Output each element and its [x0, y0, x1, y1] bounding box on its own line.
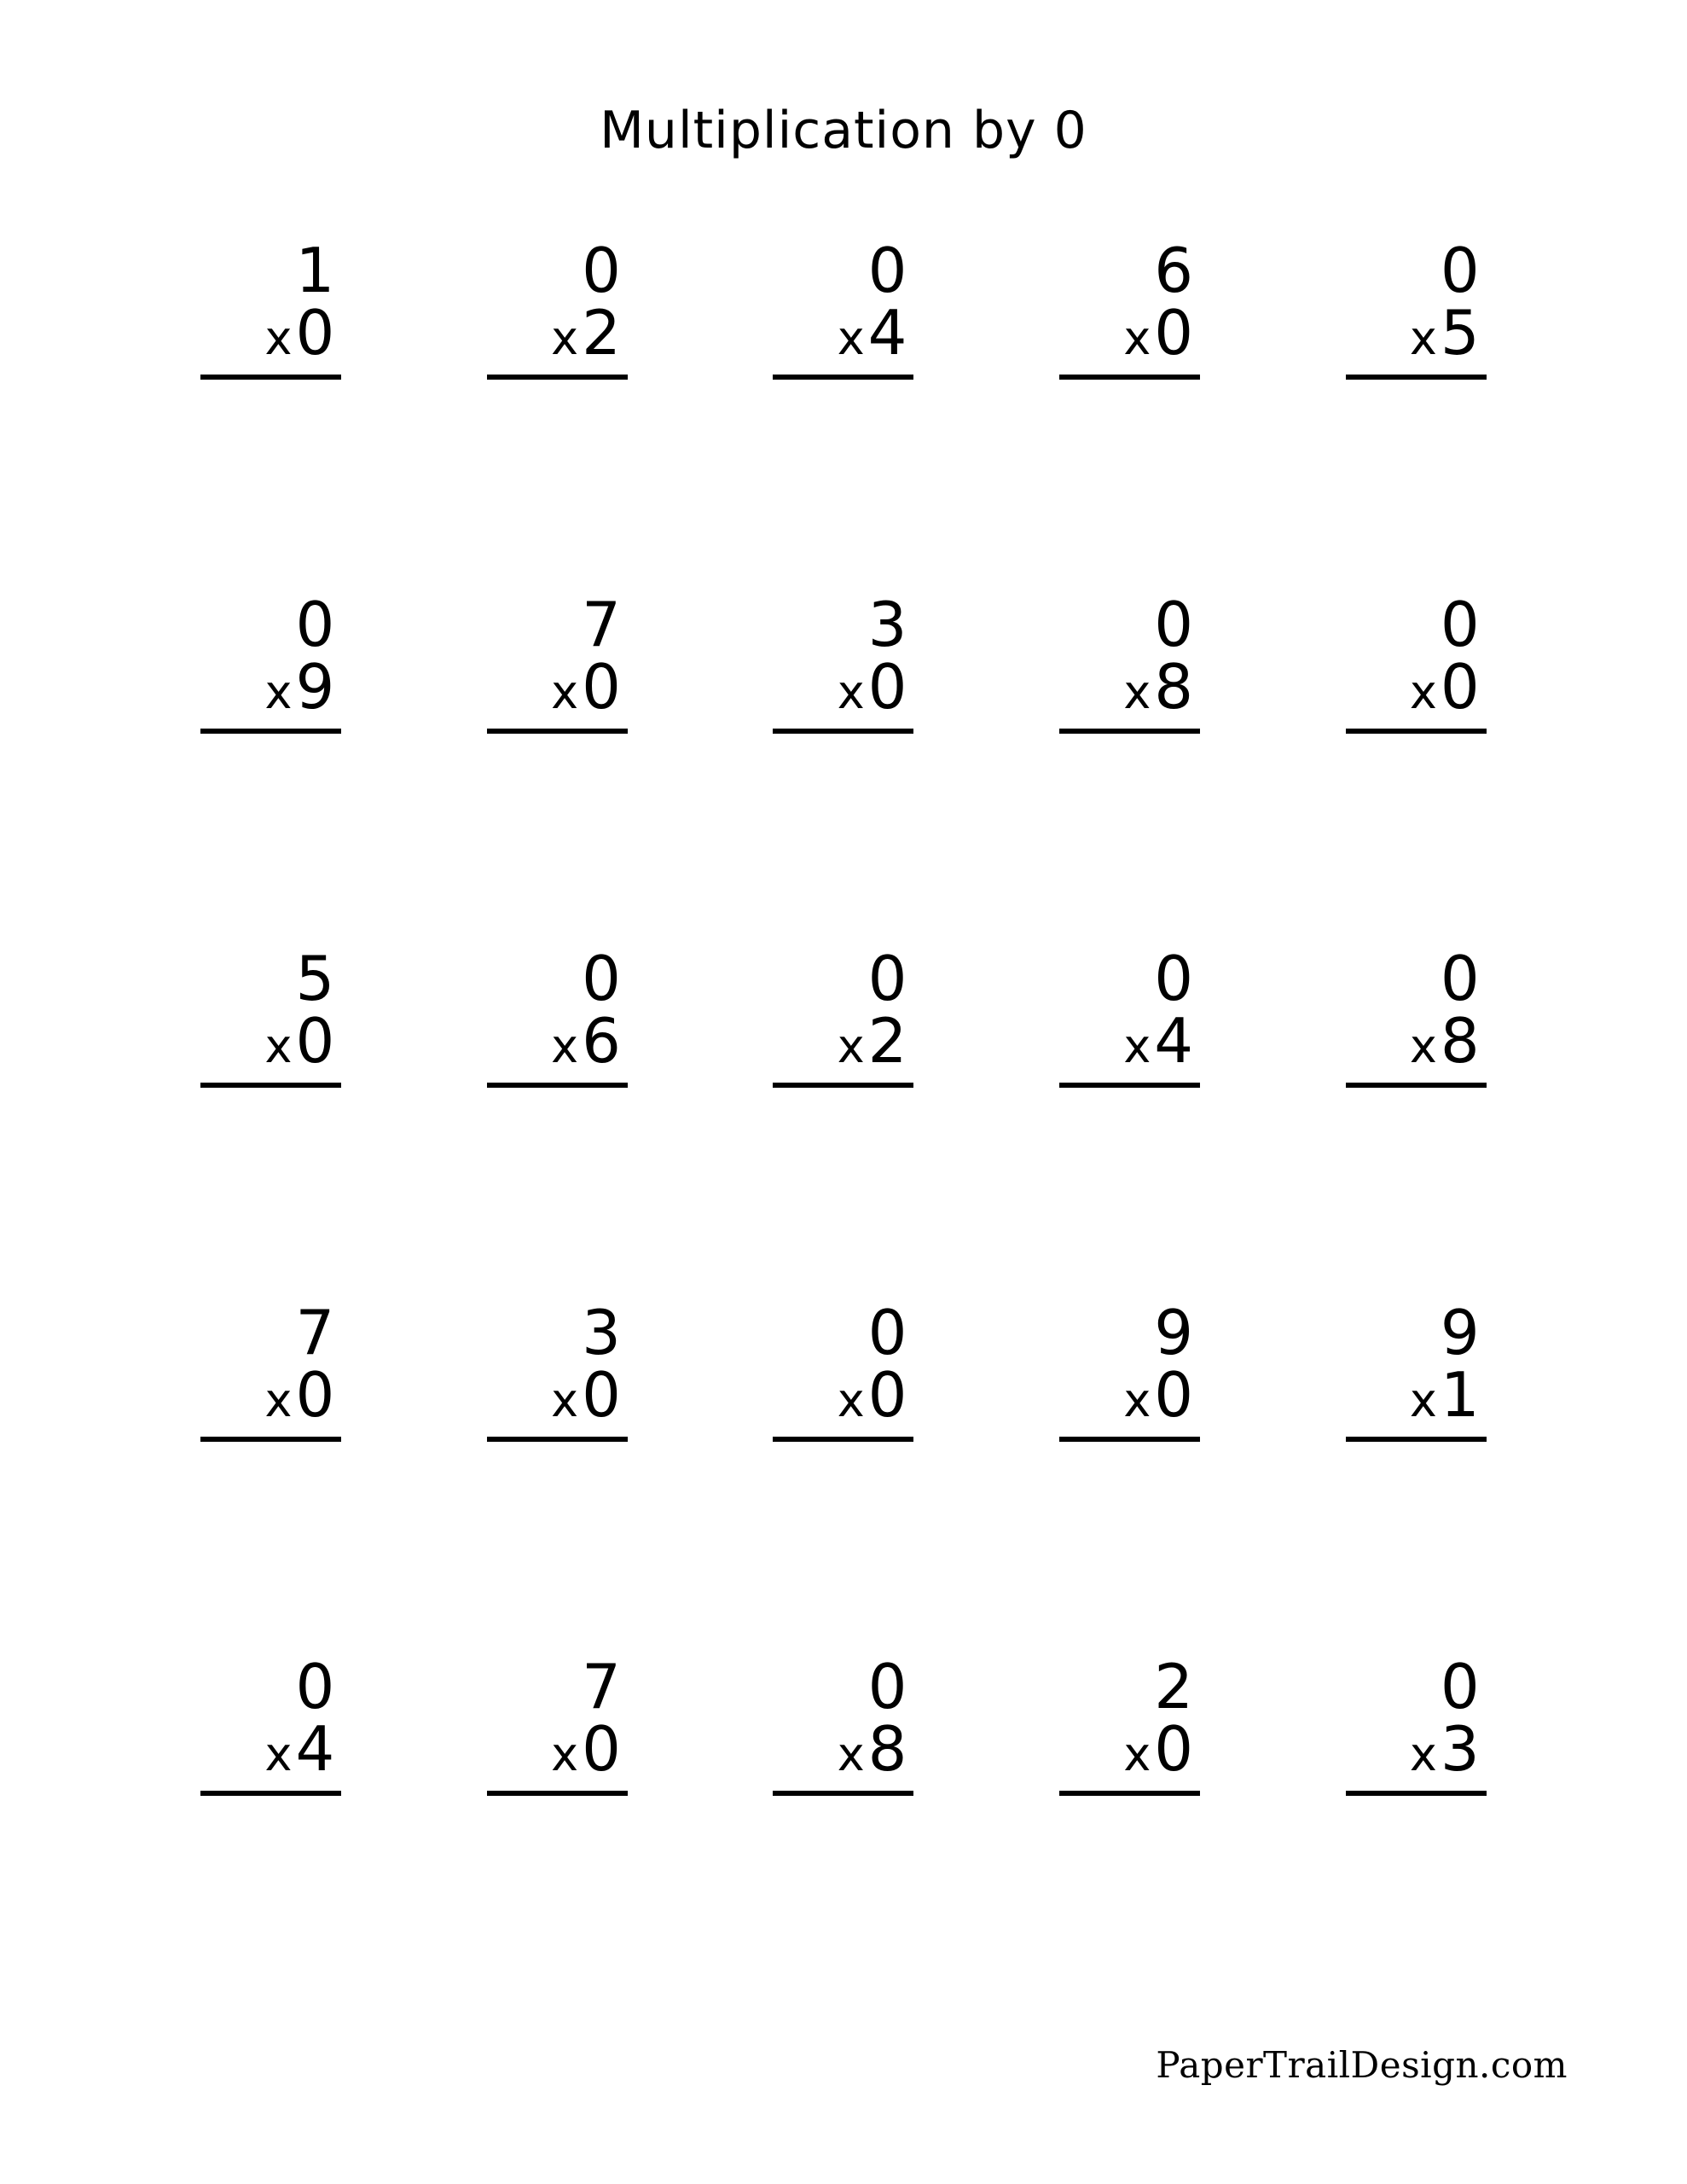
- multiplication-sign-icon: x: [837, 1019, 865, 1073]
- operand-top: 0: [295, 589, 335, 660]
- operand-top: 7: [582, 589, 621, 660]
- operand-top: 3: [867, 589, 907, 660]
- problem-item: [415, 1297, 701, 1656]
- multiplication-sign-icon: x: [1123, 1019, 1151, 1073]
- operand-bottom-row: [551, 1005, 628, 1077]
- answer-rule: [487, 1791, 628, 1796]
- problem-item: [987, 1651, 1273, 2010]
- problem-item: [128, 589, 415, 948]
- operand-bottom-row: [264, 651, 342, 723]
- problem-stack: [1346, 1297, 1487, 1493]
- multiplication-sign-icon: x: [837, 665, 865, 719]
- answer-rule: [773, 1791, 913, 1796]
- operand-bottom-row: [551, 1713, 628, 1785]
- operand-bottom: 0: [582, 1713, 621, 1785]
- operand-bottom: 0: [1440, 651, 1480, 723]
- operand-bottom: 0: [295, 1005, 335, 1077]
- operand-bottom-row: [551, 651, 628, 723]
- operand-bottom-row: [1409, 1713, 1487, 1785]
- problem-stack: [773, 589, 913, 785]
- multiplication-sign-icon: x: [1409, 1374, 1437, 1427]
- operand-bottom-row: [837, 1005, 914, 1077]
- problem-item: [700, 589, 987, 948]
- answer-rule: [1346, 1083, 1487, 1088]
- operand-bottom: 0: [295, 1359, 335, 1431]
- answer-rule: [487, 729, 628, 734]
- operand-bottom-row: [1409, 1359, 1487, 1431]
- problem-stack: [487, 235, 628, 431]
- operand-bottom: 2: [582, 297, 621, 369]
- multiplication-sign-icon: x: [551, 1728, 579, 1781]
- operand-bottom: 0: [867, 1359, 907, 1431]
- problem-grid: [128, 235, 1559, 2010]
- problem-stack: [1346, 235, 1487, 431]
- problem-stack: [773, 1651, 913, 1847]
- problem-item: [700, 1651, 987, 2010]
- multiplication-sign-icon: x: [264, 1728, 293, 1781]
- answer-rule: [487, 1437, 628, 1442]
- operand-bottom: 0: [1154, 1359, 1194, 1431]
- operand-bottom: 0: [295, 297, 335, 369]
- operand-bottom: 4: [867, 297, 907, 369]
- answer-rule: [487, 1083, 628, 1088]
- answer-rule: [200, 1791, 341, 1796]
- operand-bottom-row: [264, 1359, 342, 1431]
- operand-top: 0: [867, 1651, 907, 1722]
- operand-bottom: 0: [582, 1359, 621, 1431]
- problem-item: [700, 1297, 987, 1656]
- operand-bottom-row: [1123, 297, 1200, 369]
- problem-stack: [1059, 589, 1200, 785]
- operand-bottom: 0: [867, 651, 907, 723]
- operand-bottom-row: [1409, 297, 1487, 369]
- problem-stack: [773, 235, 913, 431]
- answer-rule: [200, 729, 341, 734]
- operand-top: 7: [295, 1297, 335, 1368]
- problem-item: [987, 589, 1273, 948]
- problem-stack: [200, 943, 341, 1139]
- operand-bottom: 5: [1440, 297, 1480, 369]
- problem-stack: [487, 589, 628, 785]
- operand-top: 0: [867, 235, 907, 306]
- multiplication-sign-icon: x: [551, 1374, 579, 1427]
- operand-bottom: 8: [1154, 651, 1194, 723]
- problem-stack: [1346, 589, 1487, 785]
- multiplication-sign-icon: x: [837, 311, 865, 365]
- problem-stack: [773, 943, 913, 1139]
- problem-item: [700, 943, 987, 1302]
- problem-item: [128, 235, 415, 594]
- operand-bottom: 6: [582, 1005, 621, 1077]
- problem-stack: [1059, 235, 1200, 431]
- operand-bottom-row: [1123, 1005, 1200, 1077]
- problem-stack: [200, 1297, 341, 1493]
- multiplication-sign-icon: x: [264, 1374, 293, 1427]
- problem-item: [1272, 235, 1559, 594]
- page-title: Multiplication by 0: [600, 101, 1087, 160]
- operand-bottom: 4: [295, 1713, 335, 1785]
- operand-bottom-row: [551, 1359, 628, 1431]
- answer-rule: [1059, 375, 1200, 380]
- answer-rule: [200, 375, 341, 380]
- problem-stack: [487, 1297, 628, 1493]
- operand-top: 0: [867, 943, 907, 1014]
- operand-bottom: 8: [1440, 1005, 1480, 1077]
- multiplication-sign-icon: x: [264, 665, 293, 719]
- multiplication-sign-icon: x: [837, 1374, 865, 1427]
- operand-bottom: 4: [1154, 1005, 1194, 1077]
- problem-item: [1272, 589, 1559, 948]
- operand-top: 6: [1154, 235, 1194, 306]
- operand-top: 3: [582, 1297, 621, 1368]
- answer-rule: [487, 375, 628, 380]
- operand-bottom: 0: [1154, 297, 1194, 369]
- problem-item: [415, 235, 701, 594]
- multiplication-sign-icon: x: [837, 1728, 865, 1781]
- operand-top: 9: [1440, 1297, 1480, 1368]
- operand-bottom-row: [264, 1005, 342, 1077]
- problem-stack: [1346, 943, 1487, 1139]
- answer-rule: [1059, 1437, 1200, 1442]
- multiplication-sign-icon: x: [1409, 1019, 1437, 1073]
- multiplication-sign-icon: x: [264, 311, 293, 365]
- multiplication-sign-icon: x: [1123, 311, 1151, 365]
- operand-bottom-row: [551, 297, 628, 369]
- operand-top: 0: [1440, 589, 1480, 660]
- multiplication-sign-icon: x: [1123, 1374, 1151, 1427]
- answer-rule: [1346, 1791, 1487, 1796]
- multiplication-sign-icon: x: [1123, 665, 1151, 719]
- operand-top: 2: [1154, 1651, 1194, 1722]
- operand-bottom: 9: [295, 651, 335, 723]
- multiplication-sign-icon: x: [1409, 1728, 1437, 1781]
- answer-rule: [1059, 1791, 1200, 1796]
- problem-item: [128, 943, 415, 1302]
- problem-stack: [773, 1297, 913, 1493]
- answer-rule: [200, 1083, 341, 1088]
- multiplication-sign-icon: x: [1123, 1728, 1151, 1781]
- operand-top: 0: [295, 1651, 335, 1722]
- operand-bottom: 2: [867, 1005, 907, 1077]
- answer-rule: [1059, 729, 1200, 734]
- problem-item: [415, 1651, 701, 2010]
- problem-item: [987, 1297, 1273, 1656]
- operand-bottom: 1: [1440, 1359, 1480, 1431]
- problem-stack: [200, 235, 341, 431]
- answer-rule: [1059, 1083, 1200, 1088]
- operand-bottom-row: [837, 1359, 914, 1431]
- operand-bottom: 3: [1440, 1713, 1480, 1785]
- answer-rule: [1346, 729, 1487, 734]
- problem-stack: [200, 1651, 341, 1847]
- problem-item: [987, 943, 1273, 1302]
- operand-top: 0: [1440, 235, 1480, 306]
- problem-stack: [1059, 1651, 1200, 1847]
- operand-top: 9: [1154, 1297, 1194, 1368]
- operand-bottom: 8: [867, 1713, 907, 1785]
- operand-bottom-row: [837, 651, 914, 723]
- operand-bottom-row: [837, 297, 914, 369]
- operand-bottom-row: [1123, 651, 1200, 723]
- operand-bottom: 0: [1154, 1713, 1194, 1785]
- operand-bottom-row: [264, 1713, 342, 1785]
- problem-stack: [200, 589, 341, 785]
- operand-top: 0: [867, 1297, 907, 1368]
- answer-rule: [1346, 1437, 1487, 1442]
- multiplication-sign-icon: x: [1409, 311, 1437, 365]
- multiplication-sign-icon: x: [551, 311, 579, 365]
- problem-item: [1272, 943, 1559, 1302]
- problem-item: [415, 943, 701, 1302]
- answer-rule: [1346, 375, 1487, 380]
- problem-item: [1272, 1651, 1559, 2010]
- operand-top: 1: [295, 235, 335, 306]
- problem-item: [700, 235, 987, 594]
- answer-rule: [773, 729, 913, 734]
- multiplication-sign-icon: x: [1409, 665, 1437, 719]
- problem-item: [128, 1297, 415, 1656]
- operand-bottom-row: [1409, 651, 1487, 723]
- operand-top: 7: [582, 1651, 621, 1722]
- operand-top: 5: [295, 943, 335, 1014]
- footer-credit: PaperTrailDesign.com: [1156, 2044, 1568, 2086]
- operand-bottom-row: [1123, 1359, 1200, 1431]
- problem-stack: [1059, 943, 1200, 1139]
- operand-top: 0: [1154, 943, 1194, 1014]
- operand-top: 0: [582, 235, 621, 306]
- answer-rule: [773, 1437, 913, 1442]
- problem-stack: [1059, 1297, 1200, 1493]
- operand-top: 0: [1154, 589, 1194, 660]
- operand-bottom-row: [1123, 1713, 1200, 1785]
- multiplication-sign-icon: x: [264, 1019, 293, 1073]
- operand-bottom-row: [264, 297, 342, 369]
- operand-bottom: 0: [582, 651, 621, 723]
- problem-item: [128, 1651, 415, 2010]
- operand-top: 0: [1440, 1651, 1480, 1722]
- operand-bottom-row: [1409, 1005, 1487, 1077]
- multiplication-sign-icon: x: [551, 1019, 579, 1073]
- operand-bottom-row: [837, 1713, 914, 1785]
- problem-stack: [1346, 1651, 1487, 1847]
- problem-stack: [487, 1651, 628, 1847]
- problem-item: [987, 235, 1273, 594]
- problem-item: [1272, 1297, 1559, 1656]
- operand-top: 0: [1440, 943, 1480, 1014]
- problem-stack: [487, 943, 628, 1139]
- operand-top: 0: [582, 943, 621, 1014]
- answer-rule: [773, 1083, 913, 1088]
- answer-rule: [200, 1437, 341, 1442]
- problem-item: [415, 589, 701, 948]
- answer-rule: [773, 375, 913, 380]
- multiplication-sign-icon: x: [551, 665, 579, 719]
